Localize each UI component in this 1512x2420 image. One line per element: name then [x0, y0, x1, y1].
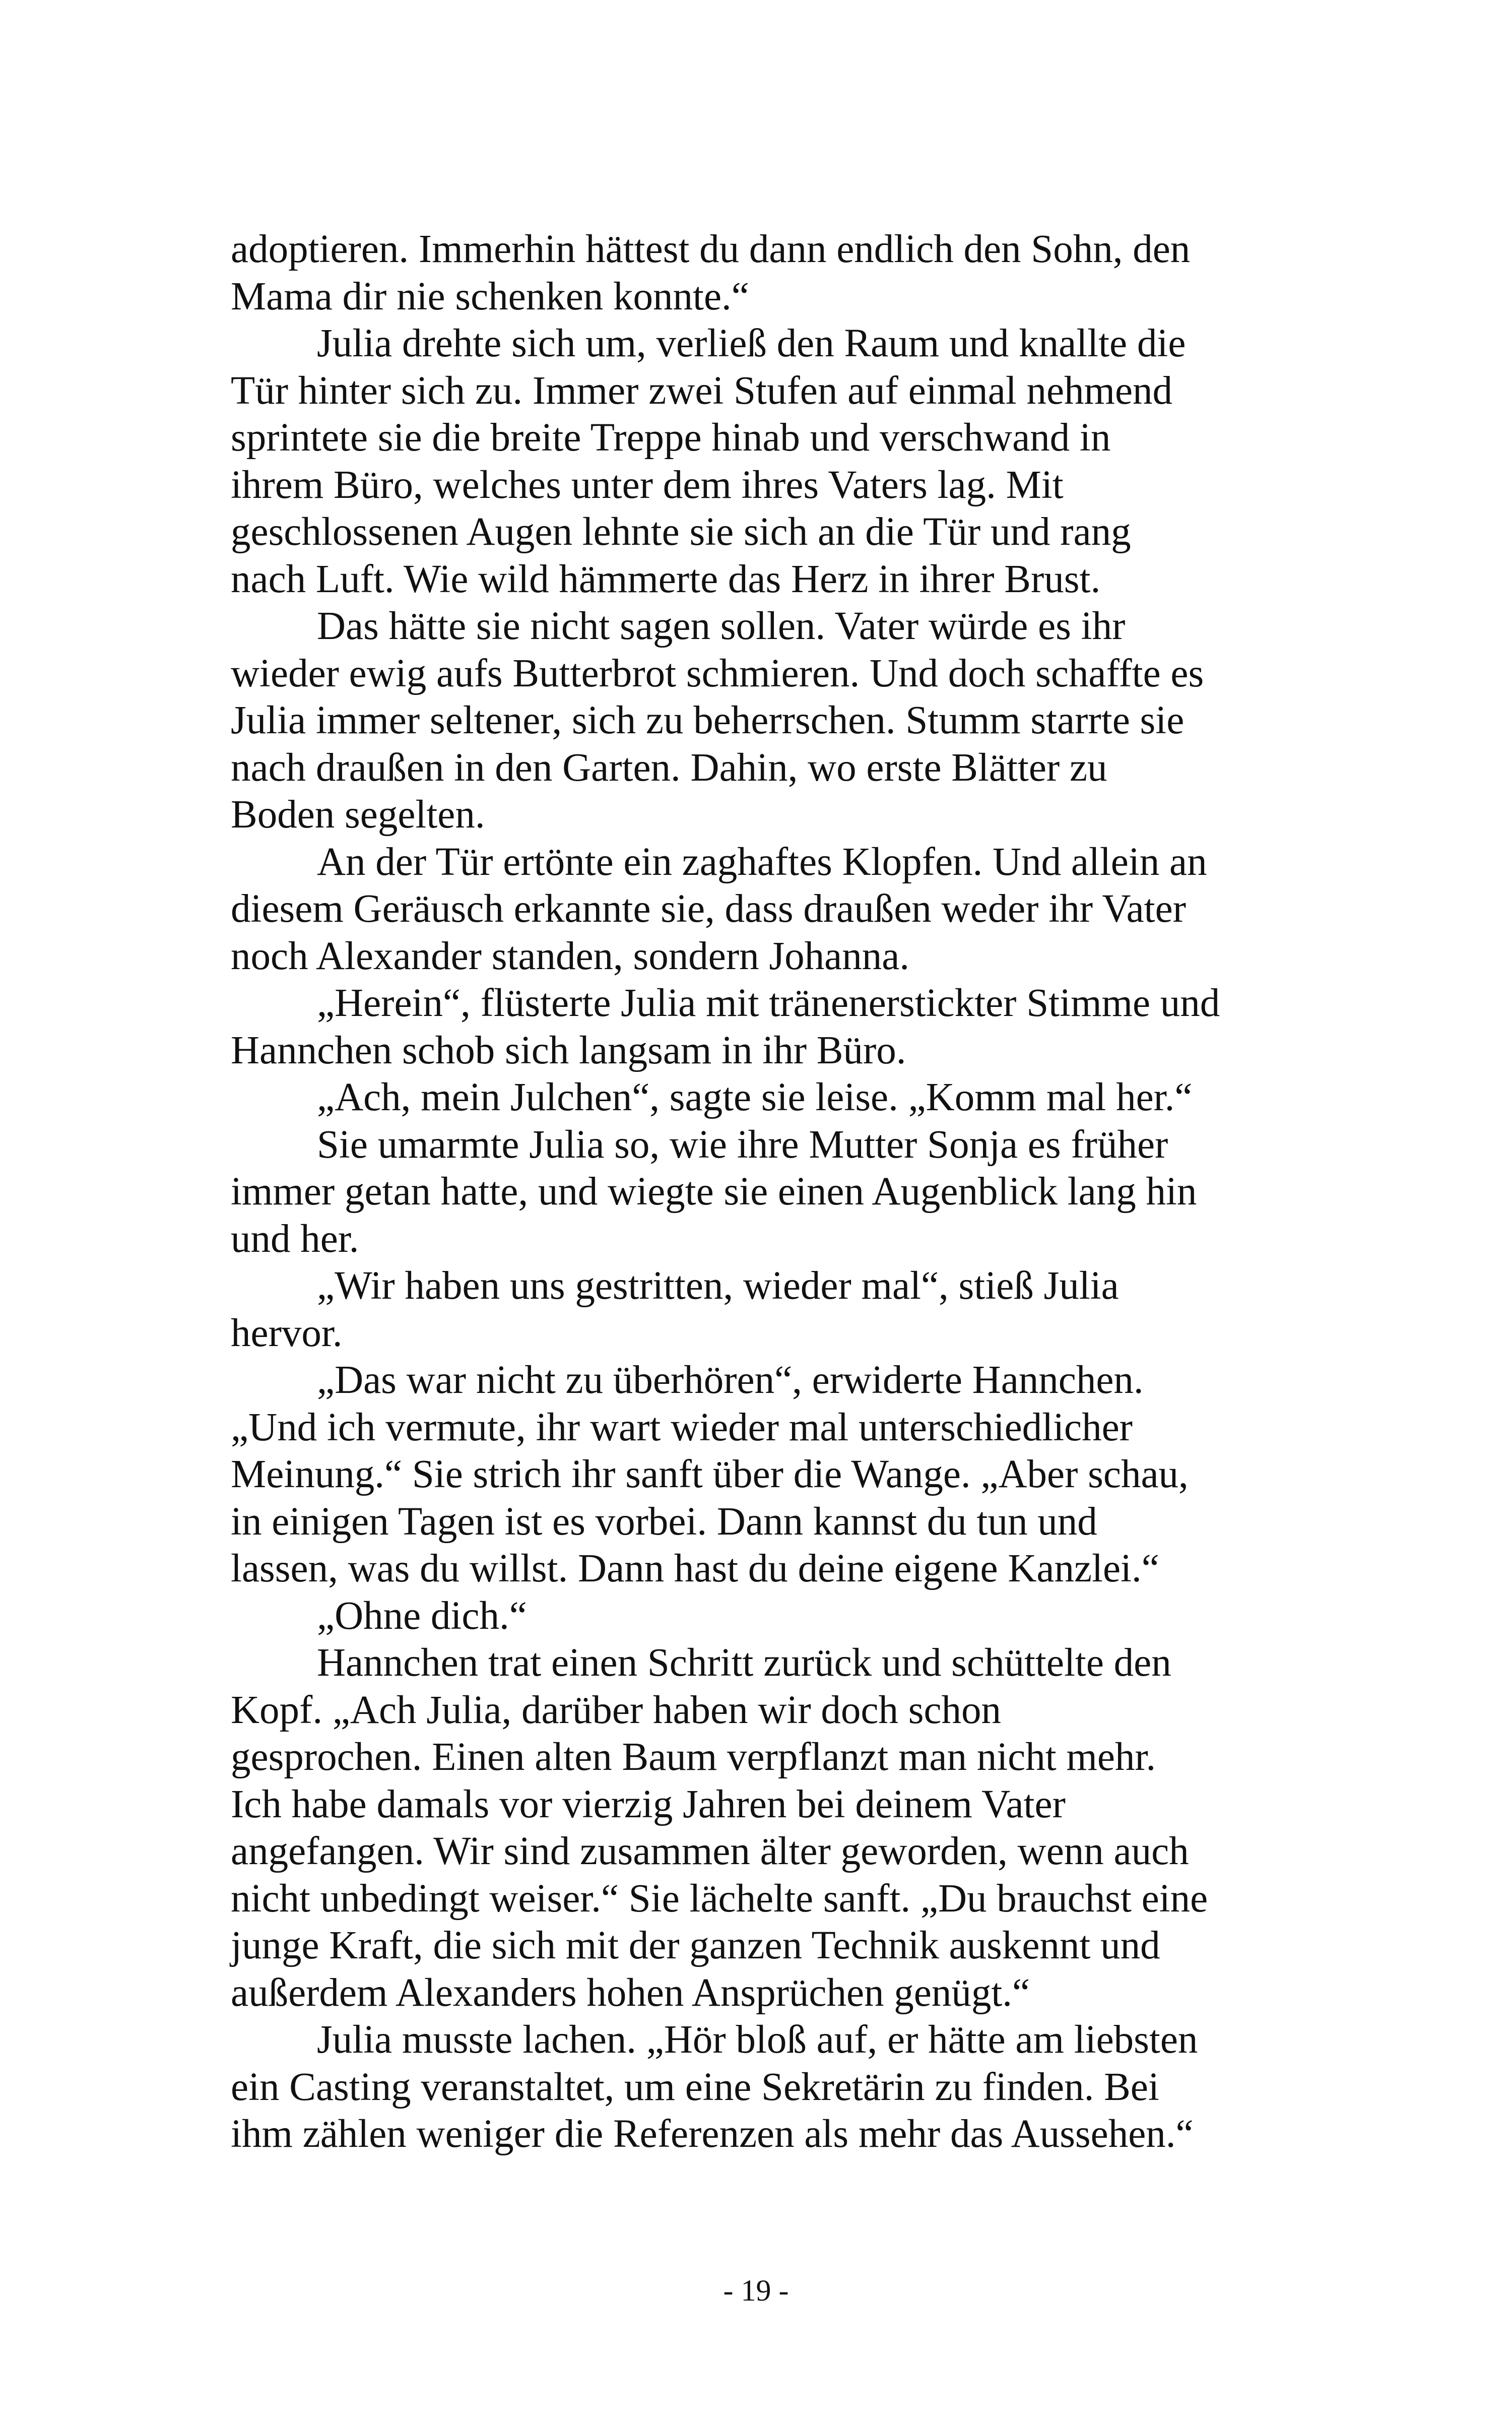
text-line: Mama dir nie schenken konnte.“	[231, 274, 749, 319]
text-line: Tür hinter sich zu. Immer zwei Stufen auf einmal nehmend	[231, 368, 1173, 413]
text-line: und her.	[231, 1217, 359, 1261]
text-line: außerdem Alexanders hohen Ansprüchen genügt.“	[231, 1970, 1030, 2015]
text-line: junge Kraft, die sich mit der ganzen Technik auskennt und	[231, 1924, 1160, 1967]
text-line: gesprochen. Einen alten Baum verpflanzt man nicht mehr.	[231, 1735, 1156, 1779]
text-line: nach draußen in den Garten. Dahin, wo erste Blätter zu	[231, 745, 1107, 790]
text-line: nach Luft. Wie wild hämmerte das Herz in ihrer Brust.	[231, 557, 1101, 601]
text-line: An der Tür ertönte ein zaghaftes Klopfen. Und allein an	[317, 840, 1207, 884]
text-line: nicht unbedingt weiser.“ Sie lächelte sanft. „Du brauchst eine	[231, 1876, 1208, 1921]
text-line: wieder ewig aufs Butterbrot schmieren. Und doch schaffte es	[231, 651, 1204, 695]
text-line: „Das war nicht zu überhören“, erwiderte Hannchen.	[317, 1358, 1144, 1402]
text-line: immer getan hatte, und wiegte sie einen Augenblick lang hin	[231, 1170, 1197, 1214]
text-line: lassen, was du willst. Dann hast du deine eigene Kanzlei.“	[231, 1547, 1159, 1590]
text-line: Meinung.“ Sie strich ihr sanft über die Wange. „Aber schau,	[231, 1452, 1189, 1496]
text-line: Das hätte sie nicht sagen sollen. Vater würde es ihr	[317, 604, 1126, 648]
text-line: Julia immer seltener, sich zu beherrschen. Stumm starrte sie	[231, 698, 1185, 742]
text-line: angefangen. Wir sind zusammen älter geworden, wenn auch	[231, 1829, 1189, 1873]
text-line: diesem Geräusch erkannte sie, dass draußen weder ihr Vater	[231, 887, 1186, 931]
text-line: „Und ich vermute, ihr wart wieder mal unterschiedlicher	[231, 1405, 1133, 1449]
body-text	[231, 226, 1354, 2158]
text-line: ihm zählen weniger die Referenzen als mehr das Aussehen.“	[231, 2112, 1194, 2156]
text-line: Boden segelten.	[231, 793, 485, 837]
text-line: Julia musste lachen. „Hör bloß auf, er hätte am liebsten	[317, 2018, 1198, 2062]
text-line: noch Alexander standen, sondern Johanna.	[231, 934, 910, 978]
page-number: - 19 -	[723, 2274, 789, 2307]
text-line: Sie umarmte Julia so, wie ihre Mutter Sonja es früher	[317, 1122, 1168, 1167]
text-line: ein Casting veranstaltet, um eine Sekretärin zu finden. Bei	[231, 2065, 1159, 2109]
text-line: „Wir haben uns gestritten, wieder mal“, stieß Julia	[317, 1264, 1119, 1308]
text-line: Kopf. „Ach Julia, darüber haben wir doch schon	[231, 1688, 1002, 1732]
text-line: in einigen Tagen ist es vorbei. Dann kannst du tun und	[231, 1499, 1097, 1544]
text-line: Ich habe damals vor vierzig Jahren bei deinem Vater	[231, 1782, 1066, 1826]
text-line: Hannchen schob sich langsam in ihr Büro.	[231, 1028, 906, 1072]
text-line: hervor.	[231, 1311, 343, 1355]
text-line: ihrem Büro, welches unter dem ihres Vaters lag. Mit	[231, 463, 1064, 507]
text-line: geschlossenen Augen lehnte sie sich an die Tür und rang	[231, 510, 1131, 554]
text-line: „Ach, mein Julchen“, sagte sie leise. „Komm mal her.“	[317, 1075, 1193, 1119]
text-line: adoptieren. Immerhin hättest du dann endlich den Sohn, den	[231, 227, 1191, 271]
text-line: sprintete sie die breite Treppe hinab und verschwand in	[231, 416, 1111, 460]
text-line: Julia drehte sich um, verließ den Raum und knallte die	[317, 322, 1186, 365]
text-line: „Herein“, flüsterte Julia mit tränenerstickter Stimme und	[317, 981, 1220, 1025]
text-line: Hannchen trat einen Schritt zurück und schüttelte den	[317, 1641, 1171, 1685]
text-line: „Ohne dich.“	[317, 1594, 527, 1638]
